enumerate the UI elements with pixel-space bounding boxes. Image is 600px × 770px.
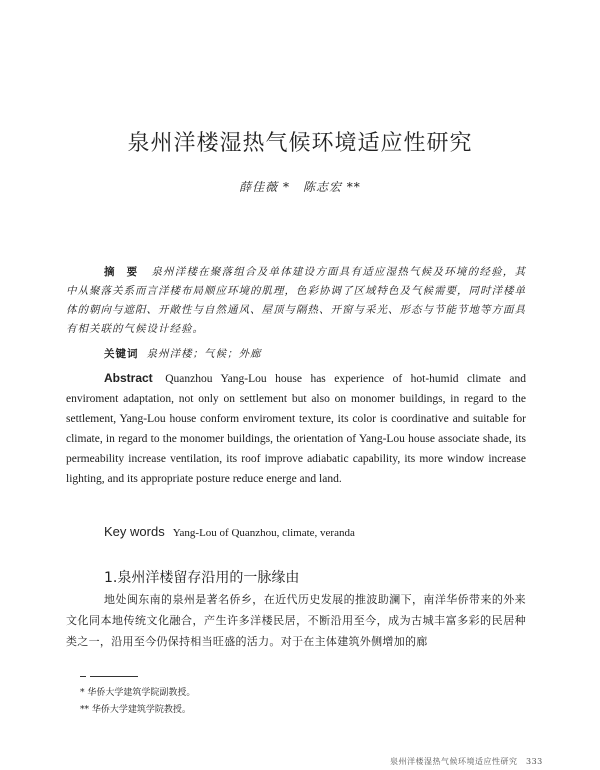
abstract-en xyxy=(66,368,526,489)
keywords-cn-label: 关键词 xyxy=(104,348,139,360)
paper-title: 泉州洋楼湿热气候环境适应性研究 xyxy=(127,131,473,156)
footnote-rule-dash xyxy=(80,676,86,677)
keywords-en-text: Yang-Lou of Quanzhou, climate, veranda xyxy=(172,527,355,539)
running-footer: 泉州洋楼湿热气候环境适应性研究 333 xyxy=(390,757,543,766)
abstract-en-text: Quanzhou Yang-Lou house has experience of hot-humid climate and enviroment adaptation, not only on settlement but also on monomer buildings, in regard to the settlement, Yang-Lou house conform enviroment texture, its color is coordinative and suitable for climate, in regard to the monomer buildings, the orientation of Yang-Lou house associate shade, its permeability increase ventilation, its roof improve adiabatic capability, its more window increase lighting, and its appropriate posture reduce energe and land. xyxy=(66,373,526,485)
abstract-cn xyxy=(66,263,526,339)
author-line: 薛佳薇 * 陈志宏 ** xyxy=(239,180,361,194)
footnote-rule xyxy=(90,676,138,677)
section-heading: 1.泉州洋楼留存沿用的一脉缘由 xyxy=(104,570,300,586)
keywords-cn xyxy=(66,346,526,362)
keywords-cn-text: 泉州洋楼；气候；外廊 xyxy=(146,348,262,360)
keywords-en xyxy=(66,524,526,539)
abstract-cn-label: 摘 要 xyxy=(104,266,142,278)
abstract-cn-text: 泉州洋楼在聚落组合及单体建设方面具有适应湿热气候及环境的经验，其中从聚落关系而言洋楼布局顺应环境的肌理，色彩协调了区域特色及气候需要，同时洋楼单体的朝向与遮阳、开敞性与自然通风、屋顶与隔热、开窗与采光、形态与节能节地等方面具有相关联的气候设计经验。 xyxy=(66,266,527,335)
keywords-en-label: Key words xyxy=(104,524,165,539)
footnote-1: * 华侨大学建筑学院副教授。 xyxy=(80,688,196,698)
abstract-en-label: Abstract xyxy=(104,371,153,385)
section-body-text: 地处闽东南的泉州是著名侨乡，在近代历史发展的推波助澜下，南洋华侨带来的外来文化同本地传统文化融合，产生许多洋楼民居，不断沿用至今，成为古城丰富多彩的民居种类之一，沿用至今仍保持相当旺盛的活力。对于在主体建筑外侧增加的廊 xyxy=(66,593,526,648)
footnote-2: ** 华侨大学建筑学院教授。 xyxy=(80,705,191,715)
